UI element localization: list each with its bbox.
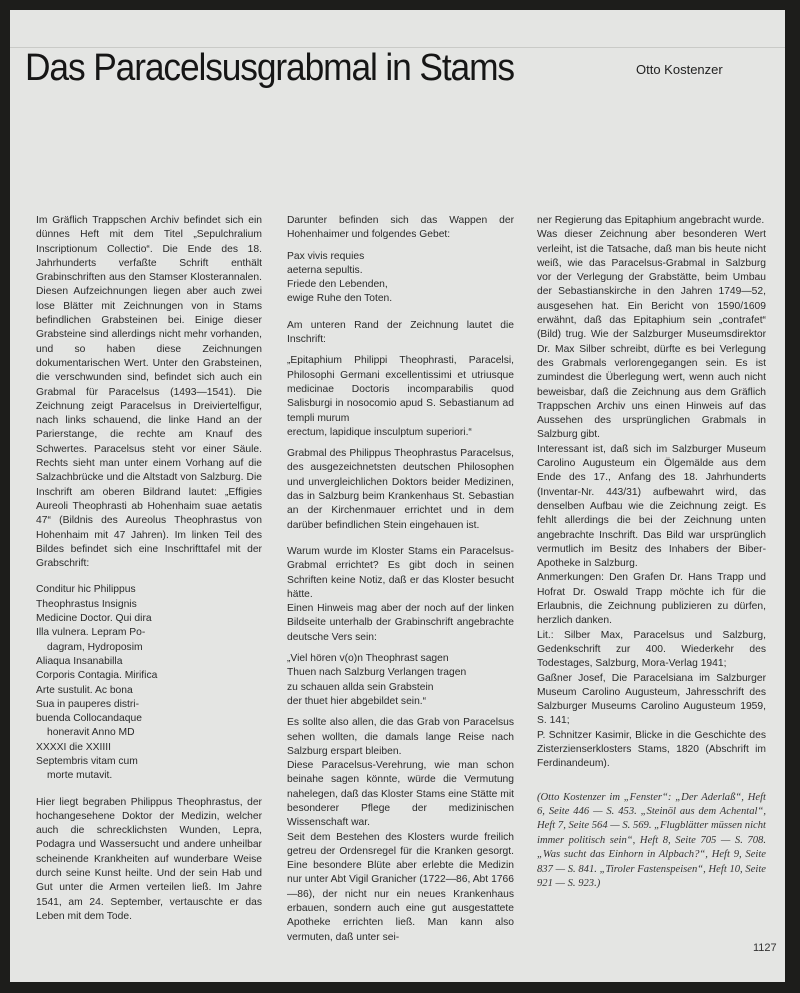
verse-line: Aliaqua Insanabilla xyxy=(36,655,123,667)
paragraph: „Epitaphium Philippi Theophrasti, Paracelsi, Philosophi Germani excellentissimi et utriusque medicinae Doctoris incomparabilis quod Salisburgi in nosocomio apud S. Sebastianum ad templi murum xyxy=(287,355,514,424)
paragraph: Was dieser Zeichnung aber besonderen Wert verleiht, ist die Tatsache, daß man bis heute nicht weiß, wie das Paracelsus-Grabmal in Salzburg vor der Verlegung der Grabstätte, beim Umbau der Sebastianskirche in den Jahren 1749—52, ausgesehen hat. Ein Bericht von 1590/1609 erwähnt, daß das Epitaphium sein „contrafet“ (Bild) trug. Wie der Salzburger Museumsdirektor Dr. Max Silber schreibt, dürfte es bei Verlegung des Grabmals verlorengegangen sein. Es ist zumindest die Überlegung wert, wenn auch nicht beweisbar, daß die Zeichnung aus dem Gräflich Trappschen Archiv uns einen Hinweis auf das Aussehen des ursprünglichen Grabmals in Salzburg gibt. xyxy=(537,229,766,441)
verse-line: Sua in pauperes distri- xyxy=(36,698,140,710)
verse-line: morte mutavit. xyxy=(47,770,113,782)
paragraph: Warum wurde im Kloster Stams ein Paracelsus-Grabmal errichtet? Es gibt doch in seinen Schriften keine Notiz, daß er das Kloster besucht hätte. xyxy=(287,545,514,600)
paragraph: Interessant ist, daß sich im Salzburger Museum Carolino Augusteum ein Ölgemälde aus dem Ende des 17., Anfang des 18. Jahrhunderts (Inventar-Nr. 443/31) aufbewahrt wird, das denselben Aufbau wie die Zeichnung zeigt. Es fehlt allerdings die bei der Zeichnung unten angebrachte Inschrift. Das Bild war ursprünglich vermutlich im Besitz des Inhabers der Biber-Apotheke in Salzburg. xyxy=(537,443,766,570)
verse-line: Pax vivis requies xyxy=(287,250,365,262)
verse-line: „Viel hören v(o)n Theophrast sagen xyxy=(287,653,449,665)
paragraph: Darunter befinden sich das Wappen der Hohenhaimer und folgendes Gebet: xyxy=(287,215,514,241)
verse-line: dagram, Hydroposim xyxy=(47,641,143,653)
column-1 xyxy=(36,214,262,924)
paragraph: Grabmal des Philippus Theophrastus Paracelsus, des ausgezeichnetsten deutschen Philosophen und unvergleichlichen Doktors beider Medizinen, das in Salzburg beim Krankenhaus St. Sebastian an der Kirchenmauer errichtet und in dem darüber befindlichen Stein eingehauen ist. xyxy=(287,448,514,531)
paragraph: P. Schnitzer Kasimir, Blicke in die Geschichte des Zisterzienserklosters Stams, 1820 (Abschrift im Ferdinandeum). xyxy=(537,729,766,770)
article-author: Otto Kostenzer xyxy=(636,62,723,77)
paragraph: Lit.: Silber Max, Paracelsus und Salzburg, Gedenkschrift zur 400. Wiederkehr des Todestages, Salzburg, Mora-Verlag 1941; xyxy=(537,629,766,670)
page-number: 1127 xyxy=(753,942,777,954)
verse-line: Illa vulnera. Lepram Po- xyxy=(36,627,146,639)
verse-line: honeravit Anno MD xyxy=(47,727,135,739)
verse-line: Corporis Contagia. Mirifica xyxy=(36,670,158,682)
paragraph: Einen Hinweis mag aber der noch auf der linken Bildseite unterhalb der Grabinschrift angebrachte deutsche Vers sein: xyxy=(287,603,514,643)
verse-line: Thuen nach Salzburg Verlangen tragen xyxy=(287,667,467,679)
verse-line: ewige Ruhe den Toten. xyxy=(287,293,393,305)
verse-line: Theophrastus Insignis xyxy=(36,598,137,610)
paragraph: Anmerkungen: Den Grafen Dr. Hans Trapp und Hofrat Dr. Oswald Trapp möchte ich für die Erlaubnis, die Zeichnung publizieren zu dürfen, herzlich danken. xyxy=(537,572,766,627)
verse-line: aeterna sepultis. xyxy=(287,264,363,276)
author-note: (Otto Kostenzer im „Fenster“: „Der Aderlaß“, Heft 6, Seite 446 — S. 453. „Steinöl aus dem Achental“, Heft 7, Seite 564 — S. 569. „Flugblätter müssen nicht immer politisch sein“, Heft 8, Seite 705 — S. 708. „Was sucht das Einhorn in Alpbach?“, Heft 9, Seite 837 — S. 841. „Tiroler Fastenspeisen“, Heft 10, Seite 921 — S. 923.) xyxy=(537,791,766,890)
paragraph: Im Gräflich Trappschen Archiv befindet sich ein dünnes Heft mit dem Titel „Sepulchralium Inscriptionum Collectio“. Die Ende des 18. Jahrhunderts verfaßte Schrift enthält Grabinschriften aus den Stamser Klosterannalen. Diesen Aufzeichnungen liegen aber auch zwei lose Blätter mit Zeichnungen von in Stams befindlichen Grabsteinen bei. Einige dieser Grabsteine sind allerdings nicht mehr vorhanden, und so haben diese Zeichnungen dokumentarischen Wert. Unter den Grabsteinen, die verschwunden sind, befindet sich auch ein Grabmal für Paracelsus (1493—1541). Die Zeichnung zeigt Paracelsus in Dreiviertelfigur, nach links schauend, die linke Hand an der Parierstange, die rechte am Knauf des Schwertes. Paracelsus steht vor einer Säule. Rechts sieht man unter einem Vorhang auf die Salzachbrücke und die Altstadt von Salzburg. Die Inschrift am oberen Bildrand lautet: „Effigies Aureoli Theophrasti ab Hohenhaim suae aetatis 47“ (Bildnis des Aureolus Theophrastus von Hohenhaim mit 47 Jahren). Im linken Teil des Bildes befindet sich eine Inschrifttafel mit der Grabschrift: xyxy=(36,215,262,570)
paragraph: erectum, lapidique insculptum superiori.“ xyxy=(287,426,472,438)
prayer-verse xyxy=(287,250,514,307)
paragraph: Hier liegt begraben Philippus Theophrastus, der hochangesehene Doktor der Medizin, welcher auch die schrecklichsten Wunden, Lepra, Podagra und Wassersucht und andere unheilbar scheinende Krankheiten auf wunderbare Weise durch seine Kunst heilte. Und der sein Hab und Gut unter die Armen verteilen ließ. Im Jahre 1541, am 24. September, vertauschte er das Leben mit dem Tode. xyxy=(36,796,262,922)
paragraph: Seit dem Bestehen des Klosters wurde freilich getreu der Ordensregel für die Kranken gesorgt. Eine besondere Blüte aber erlebte die Medizin nur unter Abt Vigil Granicher (1722—86, Abt 1766—86), der nicht nur ein neues Krankenhaus erbauen, sondern auch eine gut ausgestattete Apotheke errichten ließ. Man kann also vermuten, daß unter sei- xyxy=(287,831,514,943)
german-verse xyxy=(287,652,514,709)
verse-line: Septembris vitam cum xyxy=(36,755,138,767)
verse-line: Arte sustulit. Ac bona xyxy=(36,684,133,696)
verse-line: buenda Collocandaque xyxy=(36,713,142,725)
column-3 xyxy=(537,214,766,891)
verse-line: XXXXI die XXIIII xyxy=(36,741,111,753)
verse-line: Medicine Doctor. Qui dira xyxy=(36,613,152,625)
paragraph: Diese Paracelsus-Verehrung, wie man schon beinahe sagen könnte, würde die Vermutung nahelegen, daß das Kloster Stams eine Stätte mit besonderer Pflege der medizinischen Wissenschaft war. xyxy=(287,760,514,829)
article-title: Das Paracelsusgrabmal in Stams xyxy=(25,47,514,89)
paragraph: Gaßner Josef, Die Paracelsiana im Salzburger Museum Carolino Augusteum, Jahresschrift des Salzburger Museums Carolino Augusteum 1959, S. 141; xyxy=(537,672,766,727)
paragraph: Am unteren Rand der Zeichnung lautet die Inschrift: xyxy=(287,319,514,346)
paragraph: Es sollte also allen, die das Grab von Paracelsus sehen wollten, die damals lange Reise nach Salzburg erspart bleiben. xyxy=(287,717,514,757)
epitaph-inscription xyxy=(36,583,262,783)
verse-line: Conditur hic Philippus xyxy=(36,584,136,596)
verse-line: Friede den Lebenden, xyxy=(287,279,388,291)
verse-line: zu schauen allda sein Grabstein xyxy=(287,681,434,693)
verse-line: der thuet hier abgebildet sein.“ xyxy=(287,695,427,707)
paragraph: ner Regierung das Epitaphium angebracht wurde. xyxy=(537,215,765,226)
column-2 xyxy=(287,214,514,945)
